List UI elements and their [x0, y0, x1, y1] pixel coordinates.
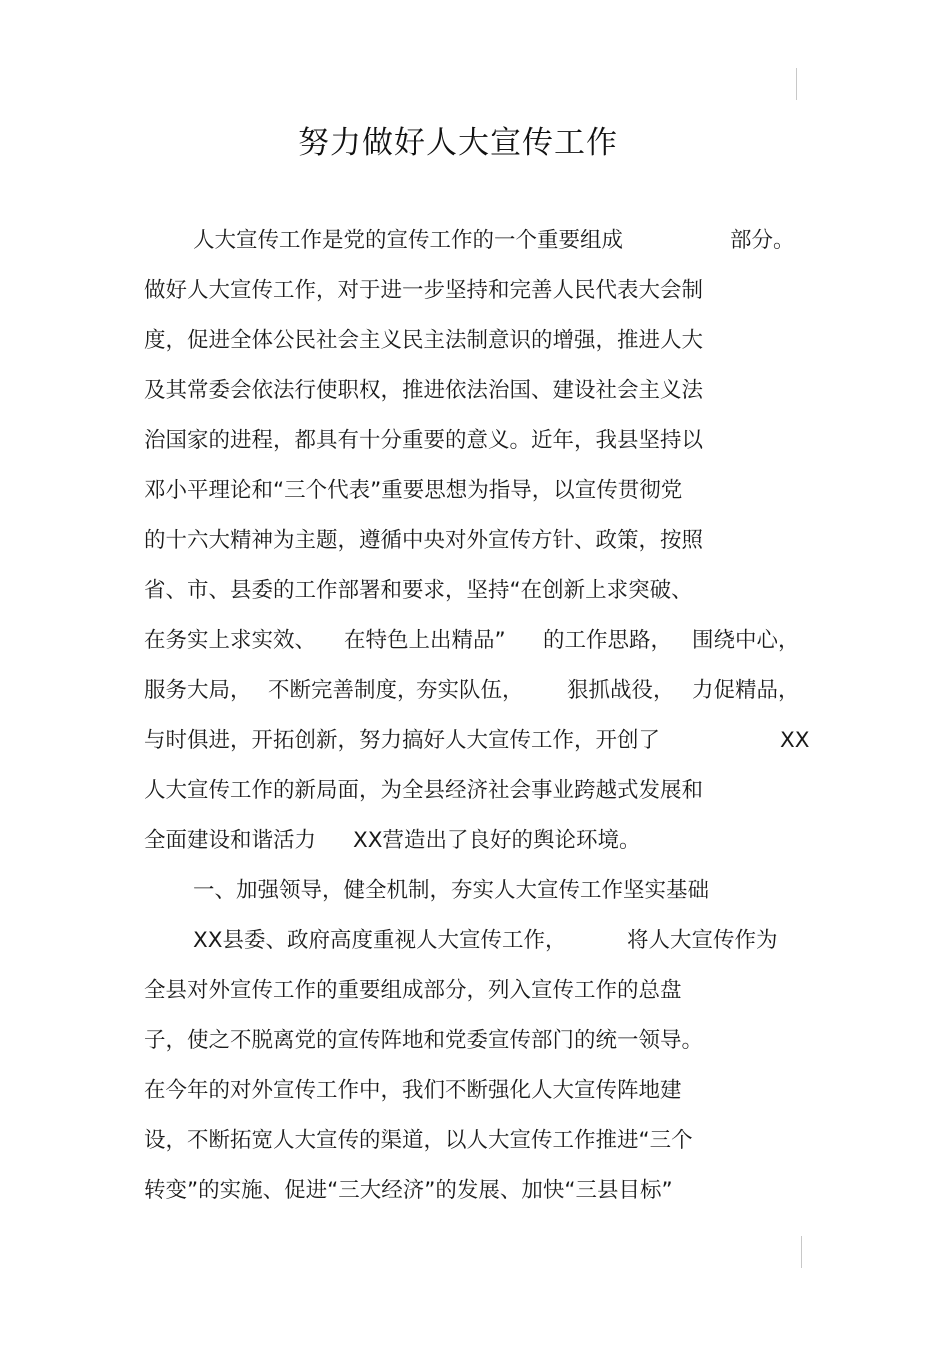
margin-mark-bottom	[801, 1236, 802, 1268]
text-segment: 度，促进全体公民社会主义民主法制意识的增强，推进人大	[144, 328, 704, 353]
text-segment: 及其常委会依法行使职权，推进依法治国、建设社会主义法	[144, 378, 704, 403]
text-segment: 做好人大宣传工作，对于进一步坚持和完善人民代表大会制	[144, 278, 704, 303]
text-segment: 服务大局，	[144, 678, 252, 703]
text-segment: 邓小平理论和“三个代表”重要思想为指导，以宣传贯彻党	[144, 478, 683, 503]
text-segment: 全县对外宣传工作的重要组成部分，列入宣传工作的总盘	[144, 978, 682, 1003]
text-segment: 的十六大精神为主题，遵循中央对外宣传方针、政策，按照	[144, 528, 704, 553]
text-segment: 在务实上求实效、	[144, 628, 317, 653]
text-segment: 将人大宣传作为	[627, 928, 778, 953]
text-segment: XX	[780, 728, 810, 753]
text-segment: 治国家的进程，都具有十分重要的意义。近年，我县坚持以	[144, 428, 704, 453]
text-segment: 子，使之不脱离党的宣传阵地和党委宣传部门的统一领导。	[144, 1028, 704, 1053]
text-segment: XX县委、政府高度重视人大宣传工作，	[193, 928, 567, 953]
text-segment: 不断完善制度，	[268, 678, 419, 703]
text-segment: 在特色上出精品”	[344, 628, 506, 653]
text-segment: 力促精品，	[692, 678, 800, 703]
text-segment: 设，不断拓宽人大宣传的渠道，以人大宣传工作推进“三个	[144, 1128, 693, 1153]
text-segment: 转变”的实施、促进“三大经济”的发展、加快“三县目标”	[144, 1178, 673, 1203]
text-segment: 围绕中心，	[692, 628, 800, 653]
text-segment: 一、加强领导，健全机制，夯实人大宣传工作坚实基础	[193, 878, 710, 903]
text-segment: 狠抓战役，	[567, 678, 675, 703]
text-segment: 人大宣传工作的新局面，为全县经济社会事业跨越式发展和	[144, 778, 704, 803]
text-segment: XX营造出了良好的舆论环境。	[353, 828, 641, 853]
margin-mark-top	[796, 68, 797, 100]
text-segment: 夯实队伍，	[416, 678, 524, 703]
text-segment: 的工作思路，	[543, 628, 673, 653]
text-segment: 全面建设和谐活力	[144, 828, 317, 853]
page-title: 努力做好人大宣传工作	[298, 125, 618, 161]
text-segment: 人大宣传工作是党的宣传工作的一个重要组成	[193, 228, 624, 253]
text-segment: 省、市、县委的工作部署和要求，坚持“在创新上求突破、	[144, 578, 693, 603]
text-segment: 部分。	[730, 228, 795, 253]
text-segment: 与时俱进，开拓创新，努力搞好人大宣传工作，开创了	[144, 728, 661, 753]
text-segment: 在今年的对外宣传工作中，我们不断强化人大宣传阵地建	[144, 1078, 682, 1103]
